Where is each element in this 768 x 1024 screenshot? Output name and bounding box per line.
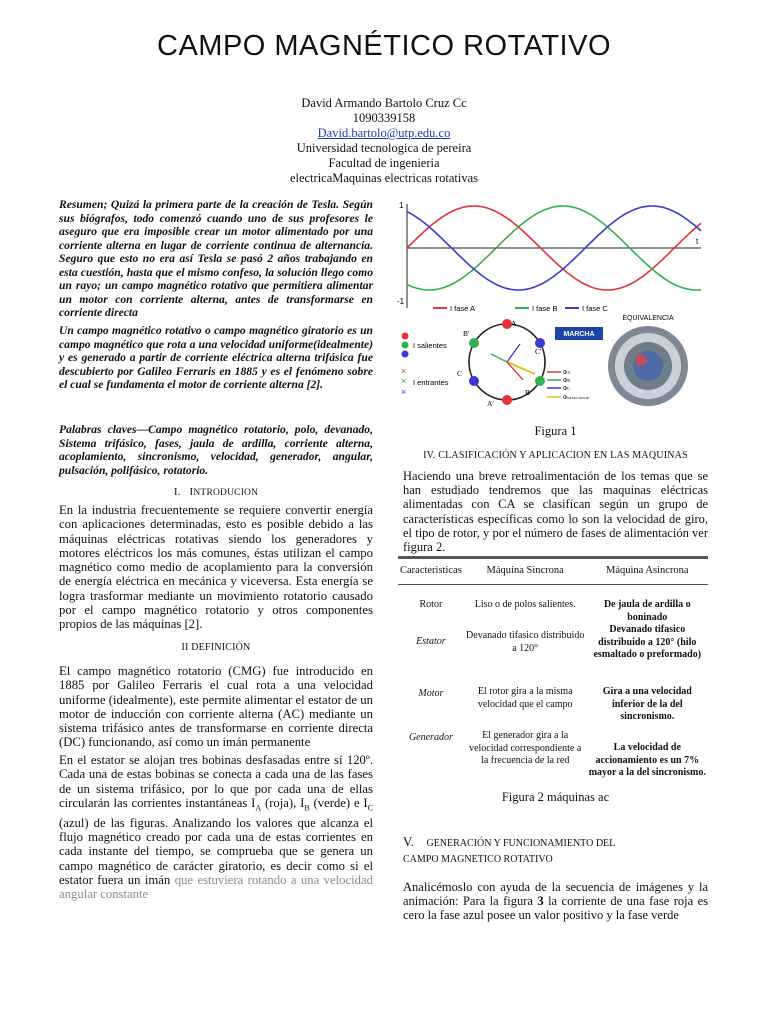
text-run: En el estator se alojan tres bobinas desfasadas entre sí 120º. Cada una de estas bobinas se conecta a cada una de las fases de un sistema trifásico, por lo que por cada una de ellas circularán las corrientes instantáneas I	[59, 753, 373, 810]
table-row	[398, 624, 708, 676]
table-row	[398, 676, 708, 726]
section-5-title-a: GENERACIÓN Y FUNCIONAMIENTO DEL	[426, 838, 616, 849]
pole-a2-marker	[502, 395, 512, 405]
section-4-heading: IV. CLASIFICACIÓN Y APLICACION EN LAS MAQUINAS	[423, 450, 688, 461]
marker-blue-x: ×	[401, 387, 407, 397]
marcha-label: MARCHA	[563, 331, 595, 338]
axis-bottom-label: -1	[397, 297, 405, 306]
machines-table	[398, 556, 708, 780]
flux-vector-c	[507, 344, 520, 362]
author-id: 1090339158	[352, 111, 416, 125]
table-row-label: Motor	[418, 688, 444, 699]
table-row	[398, 726, 708, 780]
entrantes-label: I entrantes	[413, 378, 449, 387]
section-1-title-rest: NTRODUCION	[193, 488, 259, 498]
table-cell-sync: Devanado tifasico distribuido a 120°	[466, 630, 585, 654]
section-4-text: Haciendo una breve retroalimentación de los temas que se han estudiado tendremos que las maquinas eléctricas alimentadas con CA se clasifican según un grupo de características específicas como lo son la velocidad de giro, el tipo de rotor, y por el número de fases de alimentación ver figura 2.	[403, 469, 708, 555]
flux-vector-b	[491, 354, 507, 362]
author-block	[0, 96, 768, 186]
table-row	[398, 585, 708, 625]
flux-legend-c: ΦC	[563, 386, 571, 392]
table-cell-async: La velocidad de accionamiento es un 7% mayor a la del sincronismo.	[588, 742, 706, 778]
marker-red-x: ×	[401, 366, 407, 376]
table-cell-sync: El generador gira a la velocidad correspondiente a la frecuencia de la red	[469, 730, 582, 766]
section-5-heading	[403, 834, 708, 868]
table-cell-sync: El rotor gira a la misma velocidad que el campo	[477, 686, 573, 710]
author-program: electricaMaquinas electricas rotativas	[289, 171, 479, 185]
author-university: Universidad tecnologica de pereira	[296, 141, 472, 155]
equivalencia-motor-pole	[635, 354, 647, 366]
pole-a2-label: A'	[487, 399, 494, 408]
subscript-a: A	[255, 803, 262, 813]
flux-legend-a: ΦA	[563, 370, 571, 376]
text-run: (azul) de las figuras. Analizando los valores que alcanza el flujo magnético creado por cada una de estas corrientes en cada instante del tiempo, se comprueba que se genera un campo magnético de carácter giratorio, es decir como si el estator fuera un imán	[59, 815, 373, 887]
section-5-title-b: CAMPO MAGNETICO ROTATIVO	[403, 854, 553, 865]
text-run: (roja), I	[261, 795, 305, 810]
table-row-label: Generador	[408, 732, 453, 743]
flux-legend-r: ΦRESULTANTE	[563, 395, 590, 401]
figure-1	[395, 196, 713, 418]
text-run: Analicémoslo con ayuda de la secuencia de imágenes y la animación: Para la figura	[403, 880, 708, 909]
faded-text: que estuviera rotando a una velocidad angular constante	[59, 872, 374, 902]
pole-c2-label: C'	[535, 347, 542, 356]
pole-b2-marker	[469, 338, 479, 348]
section-2-heading: II DEFINICIÓN	[181, 642, 251, 653]
axis-t-label: t	[696, 237, 699, 246]
author-faculty: Facultad de ingenieria	[328, 156, 440, 170]
bold-figure-ref: 3	[537, 894, 544, 909]
pole-a-label: A	[511, 319, 517, 328]
figure-2-caption: Figura 2 máquinas ac	[501, 790, 610, 804]
table-cell-sync: Liso o de polos salientes.	[474, 599, 576, 610]
subscript-c: C	[367, 803, 373, 813]
table-header: Caracteristicas	[398, 558, 464, 585]
flux-vector-resultant	[507, 362, 535, 374]
subscript-b: B	[304, 803, 310, 813]
keywords: Palabras claves—Campo magnético rotatorio, polo, devanado, Sistema trifásico, fases, jaula de ardilla, corriente alterna, acoplamiento, sincronismo, velocidad, generador, angular, pulsación, polifásico, rotatorio.	[59, 423, 373, 477]
table-cell-async: Gira a una velocidad inferior de la del sincronismo.	[602, 686, 692, 722]
text-run: (verde) e I	[309, 795, 368, 810]
section-1-text: En la industria frecuentemente se requiere convertir energía con aplicaciones determinadas, esto es posible debido a las máquinas eléctricas rotativas siendo los generadores y motores eléctricos los más comunes, éstas utilizan el campo magnético como medio de acoplamiento para la conversión de energía eléctrica en mecánica y viceversa. Esta energía se logra trasformar mediante un movimiento rotatorio causado por el campo magnético rotatorio y otros componentes propios de las máquinas [2].	[59, 503, 373, 632]
abstract-paragraph-2: Un campo magnético rotativo o campo magnético giratorio es un campo magnético que rota a una velocidad uniforme(idealmente) y es generado a partir de corriente eléctrica alterna trifásica fue descubierto por Galileo Ferraris en 1885 y es el fenómeno sobre el cual se fundamenta el motor de corriente alterna [2].	[59, 324, 373, 391]
table-header: Máquina Asincrona	[587, 558, 708, 585]
table-header: Máquina Sincrona	[464, 558, 587, 585]
figure-1-svg	[395, 196, 713, 418]
pole-b-label: B	[525, 388, 531, 397]
equivalencia-label: EQUIVALENCIA	[622, 315, 674, 322]
table-cell-async: Devanado tifasico distribuido a 120° (hilo esmaltado o preformado)	[593, 624, 702, 660]
author-name: David Armando Bartolo Cruz Cc	[301, 96, 467, 110]
pole-c-marker	[469, 376, 479, 386]
pole-c-label: C	[457, 369, 463, 378]
section-5-number: V.	[403, 834, 414, 849]
axis-top-label: 1	[399, 201, 404, 210]
figure-1-caption: Figura 1	[534, 424, 577, 438]
table-row-label: Rotor	[419, 599, 443, 610]
table-row-label: Estator	[416, 636, 446, 647]
marker-green-x: ×	[401, 376, 407, 386]
pole-b-marker	[535, 376, 545, 386]
author-email-link[interactable]: David.bartolo@utp.edu.co	[317, 126, 451, 140]
section-2-paragraph-1: El campo magnético rotatorio (CMG) fue introducido en 1885 por Galileo Ferraris el cual rota a una velocidad uniforme (idealmente), este permite alimentar el estator de un motor de inducción con corriente alterna (AC) mediante un sistema trifásico antes de transformarse en corriente directa (DC) funcionando, así como un imán permanente	[59, 664, 373, 750]
section-2-paragraph-2	[59, 753, 373, 902]
legend-a: I fase A	[450, 304, 476, 313]
legend-b: I fase B	[532, 304, 558, 313]
section-1-number: I.	[173, 486, 181, 498]
salientes-label: I salientes	[413, 341, 447, 350]
paper-title: CAMPO MAGNÉTICO ROTATIVO	[157, 30, 611, 62]
marker-red-dot	[402, 333, 409, 340]
section-1-heading	[59, 486, 373, 498]
marker-blue-dot	[402, 351, 409, 358]
table-cell-async: De jaula de ardilla o boninado	[603, 599, 691, 623]
flux-legend-b: ΦB	[563, 378, 571, 384]
section-5-text	[403, 880, 708, 923]
figure-2-table	[398, 556, 708, 780]
abstract-paragraph-1: Resumen; Quizá la primera parte de la creación de Tesla. Según sus biógrafos, todo comenzó cuando uno de sus profesores le aseguro que era imposible crear un motor alimentado por una corriente alterna en lugar de corriente continua de alternancia. Seguro que esto no era así Tesla se pasó 2 años trabajando en esta cuestión, hasta que el mismo confeso, la solución llego como un rayo; un campo magnético rotativo que permitiera alimentar un motor con corriente alterna, antes de transformarse en corriente directa	[59, 198, 373, 319]
section-1-title-initial: I	[189, 486, 194, 498]
marker-green-dot	[402, 342, 409, 349]
text-run: la corriente de una fase roja es cero la fase azul posee un valor positivo y la fase verde	[403, 894, 708, 923]
legend-c: I fase C	[582, 304, 608, 313]
pole-b2-label: B'	[463, 329, 470, 338]
